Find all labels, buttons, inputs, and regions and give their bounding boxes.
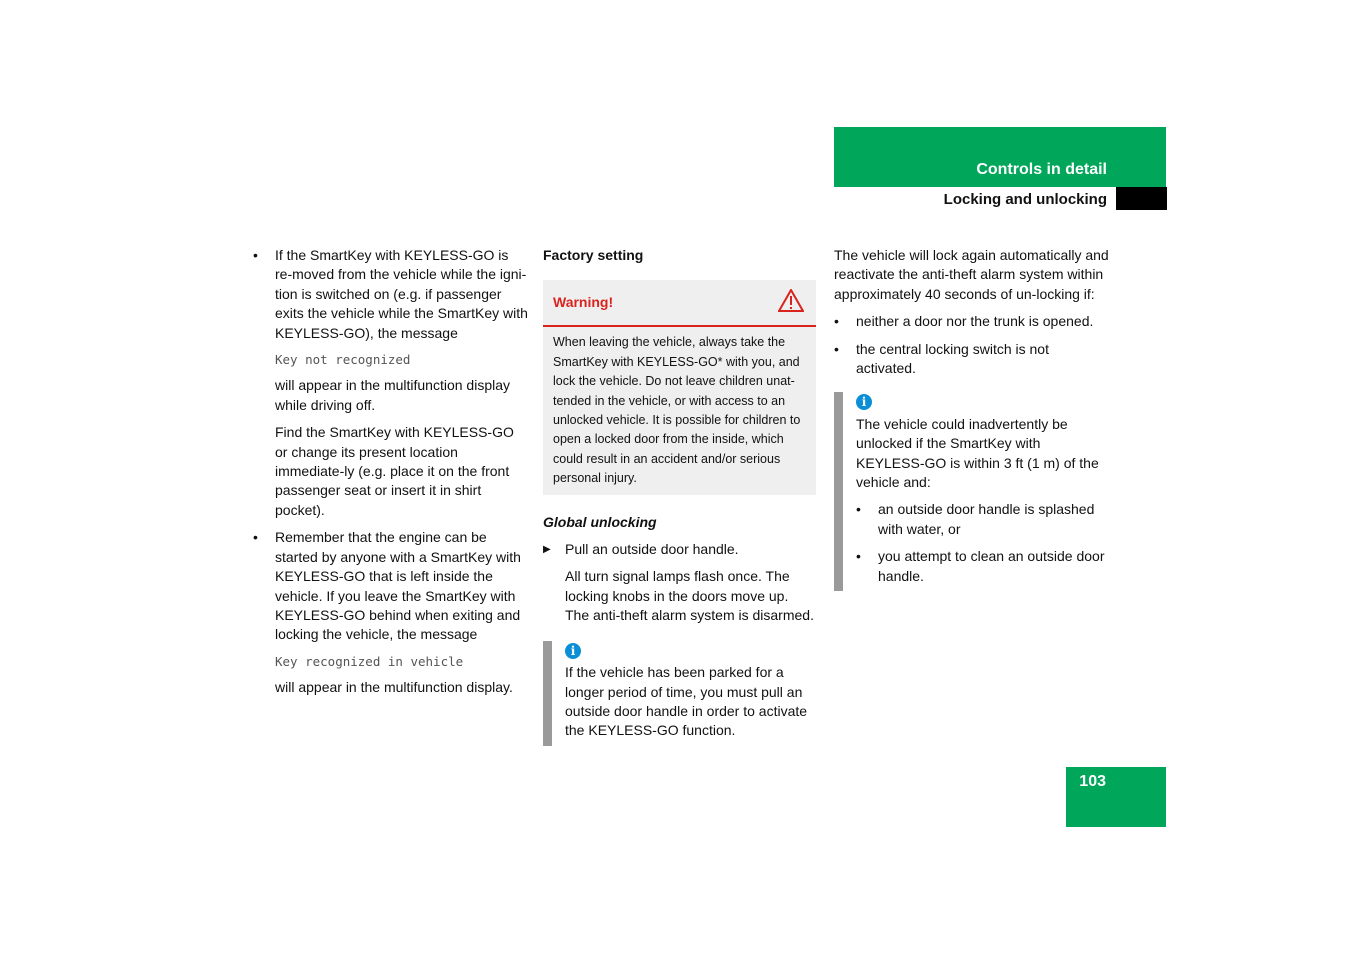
warning-text: When leaving the vehicle, always take the SmartKey with KEYLESS-GO* with you, and lock the vehicle. Do not leave children unat-tended in the vehicle, or with access to an unlocked vehicle. It is possible for children to open a locked door from the inside, which could result in an accident and/or serious personal injury. — [553, 335, 801, 486]
auto-lock-intro: The vehicle will lock again automatically and reactivate the anti-theft alarm system within approximately 40 seconds of un-locking if: — [834, 247, 1109, 302]
info-bar — [834, 392, 843, 591]
step-pull-handle: ▶ Pull an outside door handle. — [543, 540, 816, 559]
warning-triangle-icon — [778, 289, 804, 317]
info-box-parked — [543, 641, 816, 746]
info-parked-text: If the vehicle has been parked for a longer period of time, you must pull an outside door handle in order to activate the KEYLESS-GO function. — [565, 664, 808, 739]
header-marker — [1116, 187, 1167, 210]
warning-title: Warning! — [553, 294, 614, 311]
info-inadvertent-text: The vehicle could inadvertently be unlocked if the SmartKey with KEYLESS-GO is within 3 ft (1 m) of the vehicle and: — [856, 415, 1099, 491]
step-result: All turn signal lamps flash once. The locking knobs in the doors move up. The anti-theft alarm system is disarmed. — [565, 568, 814, 624]
condition-item: • the central locking switch is not activated. — [834, 340, 1110, 379]
warning-header — [543, 280, 816, 327]
bullet-smartkey-removed: • If the SmartKey with KEYLESS-GO is re-moved from the vehicle while the igni-tion is switched on (e.g. if passenger exits the vehicle while the SmartKey with KEYLESS-GO), the message — [253, 246, 528, 343]
page-number: 103 — [1079, 773, 1106, 790]
factory-setting-heading: Factory setting — [543, 247, 644, 263]
condition-item: • neither a door nor the trunk is opened. — [834, 312, 1110, 331]
global-unlocking-heading: Global unlocking — [543, 513, 657, 530]
info-icon: i — [856, 394, 872, 410]
info-list-item: • an outside door handle is splashed with water, or — [856, 500, 1110, 539]
bullet-engine-started: • Remember that the engine can be started by anyone with a SmartKey with KEYLESS-GO that is left inside the vehicle. If you leave the SmartKey with KEYLESS-GO behind when exiting and locking the vehicle, the message — [253, 528, 528, 644]
find-smartkey-text: Find the SmartKey with KEYLESS-GO or change its present location immediate-ly (e.g. place it on the front passenger seat or insert it in shirt pocket). — [275, 424, 514, 518]
info-box-inadvertent — [834, 392, 1110, 591]
after-message-2: will appear in the multifunction display. — [275, 679, 513, 696]
after-message-1: will appear in the multifunction display while driving off. — [275, 377, 511, 413]
column-2 — [543, 244, 816, 746]
info-list-item: • you attempt to clean an outside door handle. — [856, 547, 1110, 586]
subsection-title: Locking and unlocking — [943, 191, 1107, 208]
section-title: Controls in detail — [976, 161, 1107, 178]
warning-box — [543, 280, 816, 494]
info-icon: i — [565, 643, 581, 659]
message-key-not-recognized: Key not recognized — [275, 352, 411, 368]
info-bar — [543, 641, 552, 746]
column-3 — [834, 244, 1110, 591]
column-1 — [253, 244, 528, 698]
message-key-recognized: Key recognized in vehicle — [275, 653, 464, 669]
